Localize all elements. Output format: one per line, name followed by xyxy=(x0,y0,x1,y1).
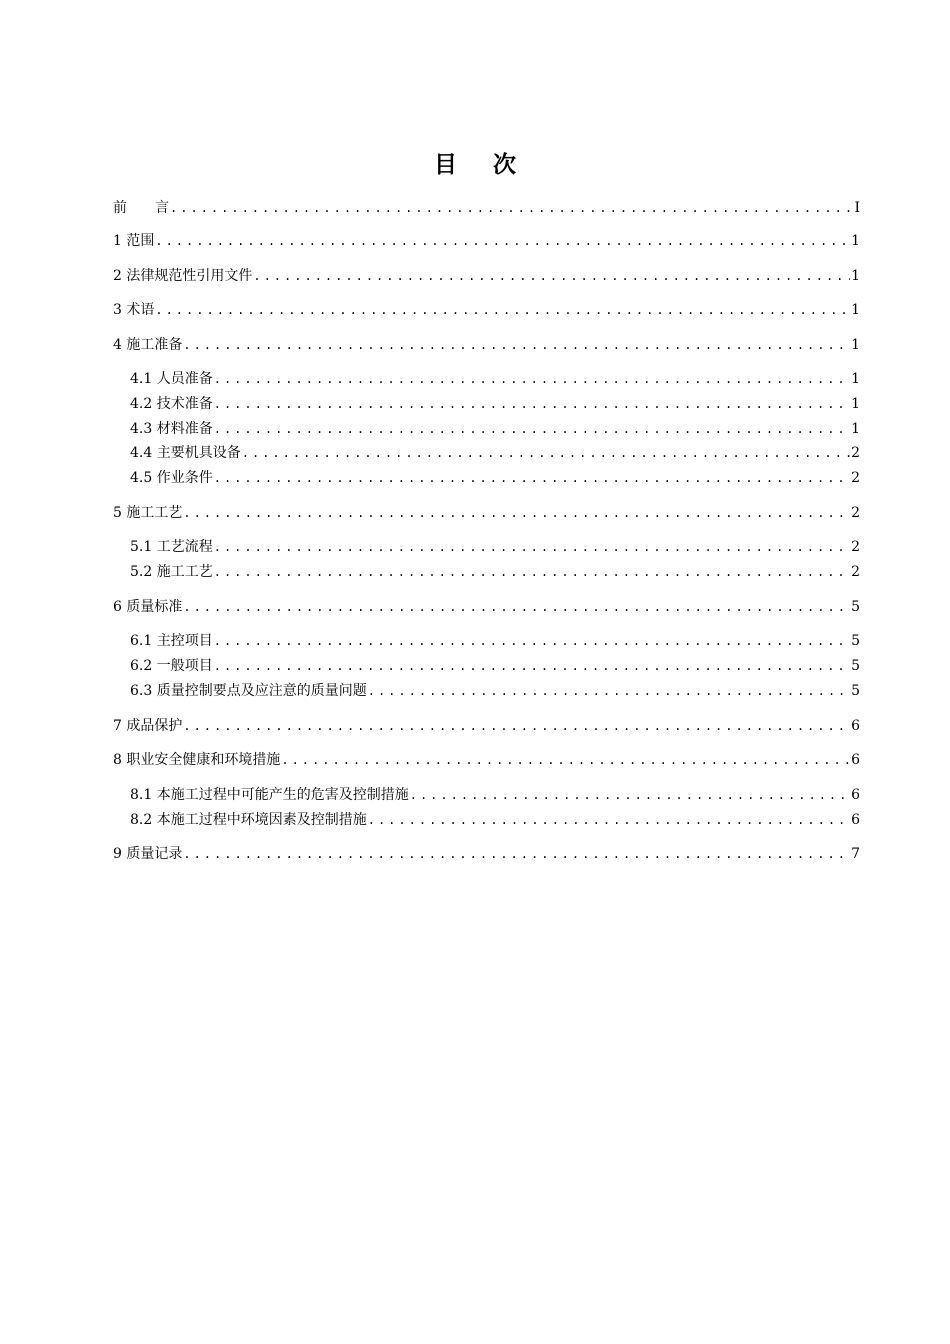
toc-entry-label: 6.1 主控项目 xyxy=(130,633,213,649)
toc-entry-label: 5.2 施工工艺 xyxy=(130,564,213,580)
toc-entry-label: 2 法律规范性引用文件 xyxy=(113,268,253,284)
toc-entry-page: 2 xyxy=(851,445,860,461)
page-title xyxy=(0,146,950,179)
toc-entry-label: 4.1 人员准备 xyxy=(130,371,213,387)
toc-entry-label: 4.3 材料准备 xyxy=(130,421,213,437)
leader-dots xyxy=(214,631,850,651)
toc-entry-label: 6.3 质量控制要点及应注意的质量问题 xyxy=(130,683,367,699)
toc-entry-page: 2 xyxy=(851,539,860,555)
toc-entry-label: 6.2 一般项目 xyxy=(130,658,213,674)
toc-entry-label: 4.5 作业条件 xyxy=(130,470,213,486)
toc-entry-label: 5 施工工艺 xyxy=(113,505,183,521)
toc-entry-page: I xyxy=(854,200,860,216)
toc-entry-page: 2 xyxy=(851,470,860,486)
toc-entry[interactable] xyxy=(113,231,860,251)
leader-dots xyxy=(410,785,850,805)
leader-dots xyxy=(368,681,850,701)
toc-entry-page: 5 xyxy=(851,683,860,699)
toc-entry-label: 4 施工准备 xyxy=(113,337,183,353)
leader-dots xyxy=(155,300,850,320)
toc-entry-label: 8.1 本施工过程中可能产生的危害及控制措施 xyxy=(130,787,409,803)
toc-entry-label: 4.2 技术准备 xyxy=(130,396,213,412)
toc-subentry[interactable] xyxy=(113,468,860,488)
leader-dots xyxy=(214,656,850,676)
toc-subentry[interactable] xyxy=(113,562,860,582)
toc-subentry[interactable] xyxy=(113,631,860,651)
leader-dots xyxy=(183,716,850,736)
toc-entry-page: 1 xyxy=(851,396,860,412)
toc-subentry[interactable] xyxy=(113,394,860,414)
toc-entry-label: 9 质量记录 xyxy=(113,846,183,862)
toc-entry-label: 6 质量标准 xyxy=(113,599,183,615)
toc-entry-page: 6 xyxy=(851,752,860,768)
toc-entry-page: 5 xyxy=(851,599,860,615)
toc-entry-page: 1 xyxy=(851,268,860,284)
leader-dots xyxy=(214,419,850,439)
leader-dots xyxy=(155,231,850,251)
toc-entry[interactable] xyxy=(113,750,860,770)
toc-entry-page: 6 xyxy=(851,787,860,803)
toc-subentry[interactable] xyxy=(113,537,860,557)
toc-entry-label: 8 职业安全健康和环境措施 xyxy=(113,752,281,768)
toc-subentry[interactable] xyxy=(113,681,860,701)
toc-entry[interactable] xyxy=(113,266,860,286)
toc-entry-page: 5 xyxy=(851,633,860,649)
toc-entry-label: 5.1 工艺流程 xyxy=(130,539,213,555)
toc-entry-page: 1 xyxy=(851,233,860,249)
toc-entry-page: 1 xyxy=(851,337,860,353)
toc-entry-page: 1 xyxy=(851,302,860,318)
toc-entry[interactable] xyxy=(113,844,860,864)
leader-dots xyxy=(214,394,850,414)
toc-entry[interactable] xyxy=(113,198,860,218)
toc-entry[interactable] xyxy=(113,503,860,523)
leader-dots xyxy=(183,597,850,617)
toc-entry-label: 4.4 主要机具设备 xyxy=(130,445,241,461)
toc-entry[interactable] xyxy=(113,597,860,617)
toc-entry-label: 7 成品保护 xyxy=(113,718,183,734)
leader-dots xyxy=(183,503,850,523)
leader-dots xyxy=(214,468,850,488)
leader-dots xyxy=(253,266,850,286)
title-char-2: 次 xyxy=(493,151,516,178)
toc-entry-page: 1 xyxy=(851,371,860,387)
leader-dots xyxy=(214,369,850,389)
leader-dots xyxy=(214,562,850,582)
toc-entry-label: 8.2 本施工过程中环境因素及控制措施 xyxy=(130,812,367,828)
toc-entry-page: 2 xyxy=(851,505,860,521)
leader-dots xyxy=(183,335,850,355)
toc-entry[interactable] xyxy=(113,335,860,355)
toc-subentry[interactable] xyxy=(113,810,860,830)
toc-entry-page: 7 xyxy=(851,846,860,862)
toc-entry-page: 6 xyxy=(851,718,860,734)
toc-entry-page: 2 xyxy=(851,564,860,580)
leader-dots xyxy=(242,443,850,463)
toc-subentry[interactable] xyxy=(113,443,860,463)
leader-dots xyxy=(170,198,853,218)
leader-dots xyxy=(214,537,850,557)
leader-dots xyxy=(281,750,850,770)
toc-entry-page: 5 xyxy=(851,658,860,674)
toc-entry-label: 前 言 xyxy=(113,200,169,216)
toc-entry-label: 1 范围 xyxy=(113,233,155,249)
toc-entry-label: 3 术语 xyxy=(113,302,155,318)
toc-subentry[interactable] xyxy=(113,785,860,805)
leader-dots xyxy=(183,844,850,864)
toc-subentry[interactable] xyxy=(113,419,860,439)
toc-subentry[interactable] xyxy=(113,369,860,389)
toc-entry[interactable] xyxy=(113,716,860,736)
toc-entry-page: 1 xyxy=(851,421,860,437)
toc-entry[interactable] xyxy=(113,300,860,320)
toc-subentry[interactable] xyxy=(113,656,860,676)
title-char-1: 目 xyxy=(434,151,457,178)
toc-entry-page: 6 xyxy=(851,812,860,828)
leader-dots xyxy=(368,810,850,830)
